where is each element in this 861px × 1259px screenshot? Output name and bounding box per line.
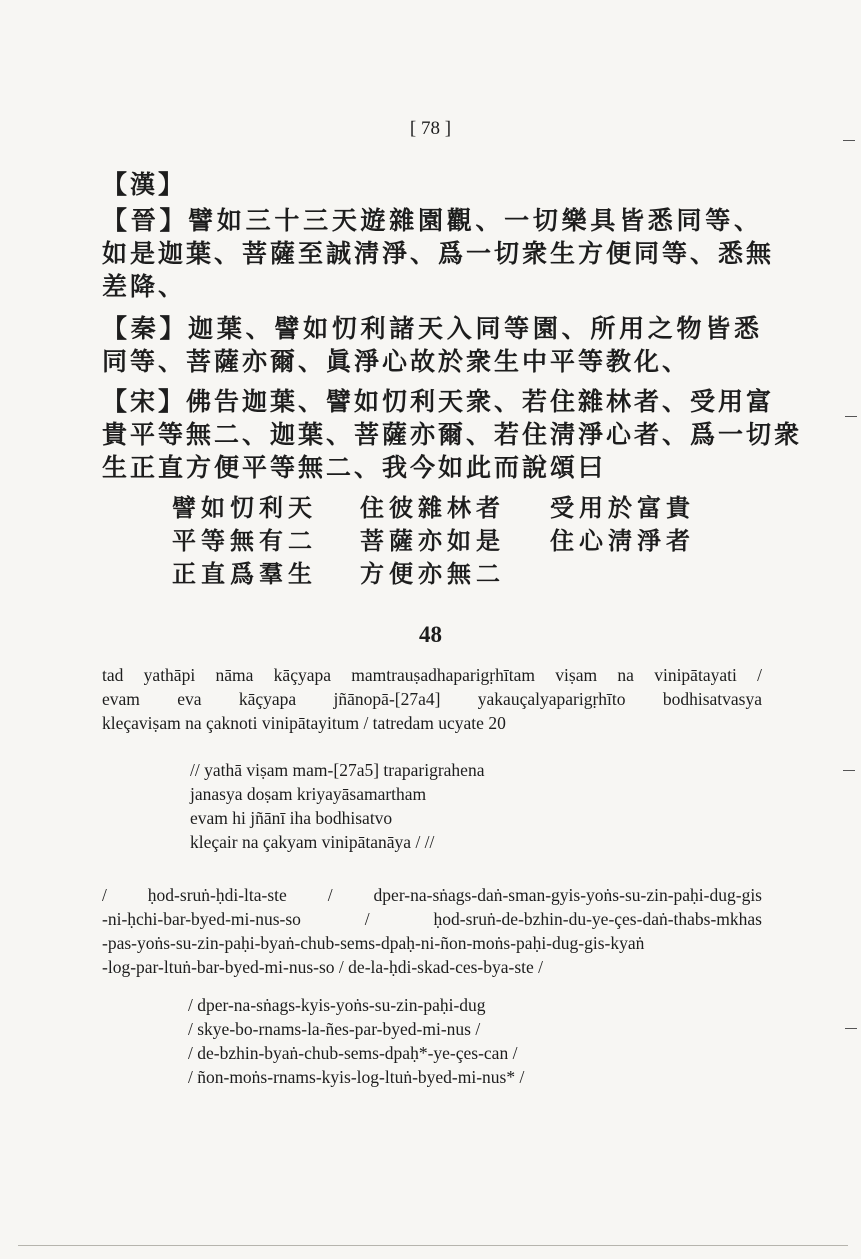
margin-mark (843, 770, 855, 771)
song-line: 生正直方便平等無二、我今如此而說頌曰 (102, 453, 607, 482)
jin-line: 差降、 (102, 272, 187, 301)
verse-row (172, 554, 695, 587)
qin-section (102, 312, 762, 378)
qin-line: 同等、菩薩亦爾、眞淨心故於衆生中平等教化、 (102, 347, 691, 376)
verse-phrase: 菩薩亦如是 (360, 526, 505, 555)
sanskrit-verse-line: kleçair na çakyam vinipātanāya / // (190, 832, 435, 852)
sanskrit-verse-line: // yathā viṣam mam-[27a5] traparigrahena (190, 760, 485, 780)
tibetan-verse-line: / dper-na-sṅags-kyis-yoṅs-su-zin-paḥi-dug (188, 995, 486, 1015)
verse-phrase: 住心淸淨者 (550, 526, 695, 555)
margin-mark (845, 1028, 857, 1029)
sanskrit-verse-line: evam hi jñānī iha bodhisatvo (190, 808, 393, 828)
verse-phrase: 平等無有二 (172, 526, 317, 555)
tibetan-line: / ḥod-sruṅ-ḥdi-lta-ste / dper-na-sṅags-daṅ-sman-gyis-yoṅs-su-zin-paḥi-dug-gis (102, 885, 762, 905)
jin-line: 如是迦葉、菩薩至誠淸淨、爲一切衆生方便同等、悉無 (102, 239, 775, 268)
margin-mark (845, 416, 857, 417)
song-line: 【宋】佛告迦葉、譬如忉利天衆、若住雜林者、受用富 (102, 387, 775, 416)
qin-line: 【秦】迦葉、譬如忉利諸天入同等園、所用之物皆悉 (102, 314, 762, 343)
jin-line: 【晉】譬如三十三天遊雜園觀、一切樂具皆悉同等、 (102, 206, 762, 235)
tibetan-verse-line: / skye-bo-rnams-la-ñes-par-byed-mi-nus / (188, 1019, 481, 1039)
verse-phrase: 譬如忉利天 (172, 493, 317, 522)
song-verse (172, 488, 695, 587)
tibetan-verse-line: / de-bzhin-byaṅ-chub-sems-dpaḥ*-ye-çes-can / (188, 1043, 518, 1063)
verse-phrase: 方便亦無二 (360, 559, 505, 588)
page-number: [ 78 ] (409, 118, 452, 139)
tibetan-line: -pas-yoṅs-su-zin-paḥi-byaṅ-chub-sems-dpaḥ-ni-ñon-moṅs-paḥi-dug-gis-kyaṅ (102, 933, 645, 953)
tibetan-verse (188, 993, 524, 1089)
han-section (102, 168, 762, 201)
verse-row (172, 521, 695, 554)
sanskrit-verse-line: janasya doṣam kriyayāsamartham (190, 784, 427, 804)
tibetan-line: -ni-ḥchi-bar-byed-mi-nus-so / ḥod-sruṅ-de-bzhin-du-ye-çes-daṅ-thabs-mkhas (102, 909, 762, 929)
song-line: 貴平等無二、迦葉、菩薩亦爾、若住淸淨心者、爲一切衆 (102, 420, 803, 449)
verse-phrase: 正直爲羣生 (172, 559, 317, 588)
sanskrit-line: tad yathāpi nāma kāçyapa mamtrauṣadhaparigṛhītam viṣam na vinipātayati / (102, 665, 762, 685)
han-label: 【漢】 (102, 170, 187, 199)
tibetan-verse-line: / ñon-moṅs-rnams-kyis-log-ltuṅ-byed-mi-nus* / (188, 1067, 525, 1087)
sanskrit-verse (190, 758, 484, 854)
margin-mark (843, 140, 855, 141)
jin-section (102, 204, 775, 303)
bottom-rule (18, 1245, 848, 1246)
tibetan-prose (102, 883, 762, 979)
verse-phrase: 受用於富貴 (550, 493, 695, 522)
section-number: 48 (419, 622, 442, 647)
verse-phrase: 住彼雜林者 (360, 493, 505, 522)
tibetan-line: -log-par-ltuṅ-bar-byed-mi-nus-so / de-la-ḥdi-skad-ces-bya-ste / (102, 957, 544, 977)
sanskrit-prose (102, 663, 762, 735)
verse-row (172, 488, 695, 521)
song-section (102, 385, 803, 484)
sanskrit-line: kleçaviṣam na çaknoti vinipātayitum / tatredam ucyate 20 (102, 713, 506, 733)
sanskrit-line: evam eva kāçyapa jñānopā-[27a4] yakauçalyaparigṛhīto bodhisatvasya (102, 689, 762, 709)
